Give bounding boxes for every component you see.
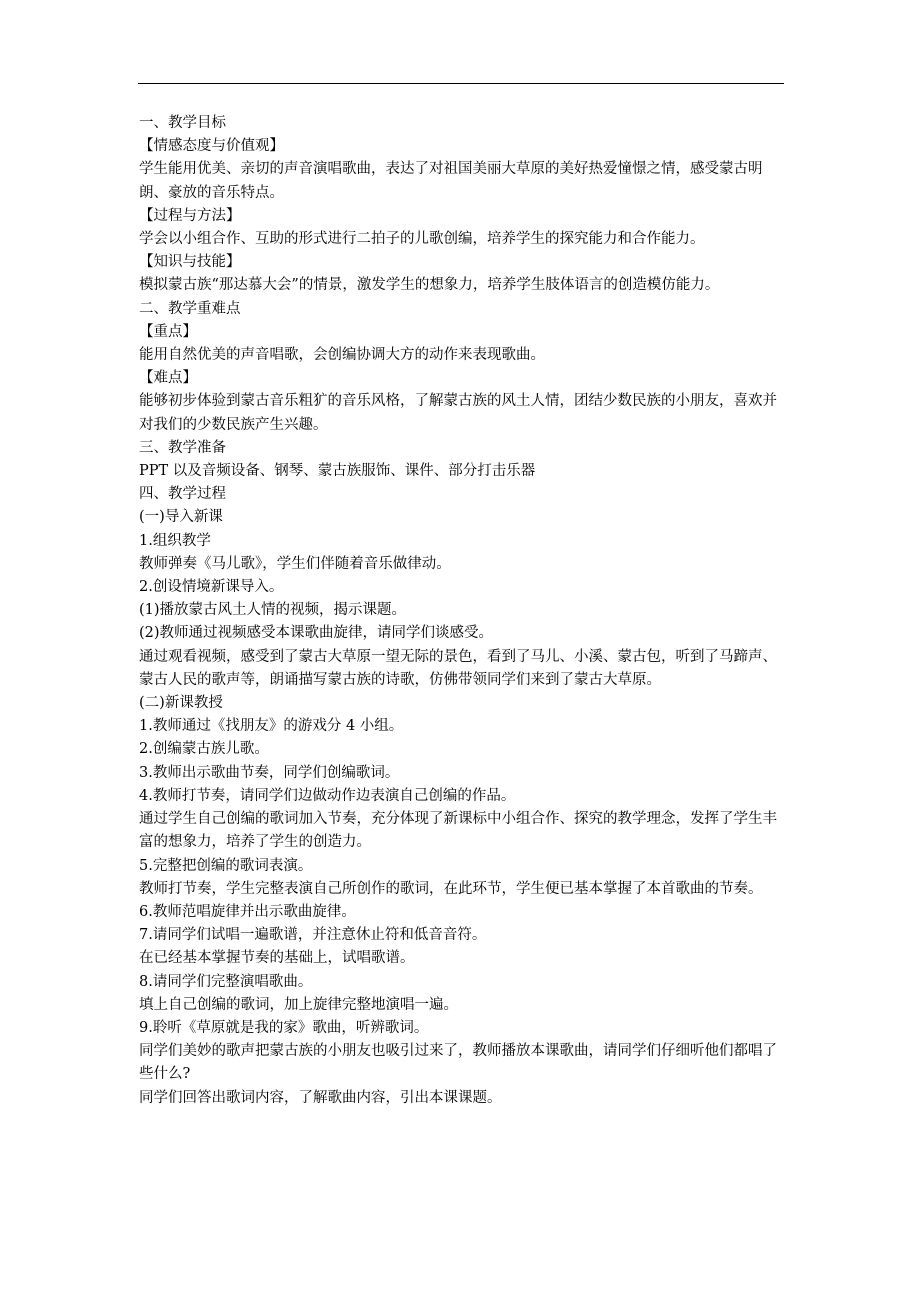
paragraph: 通过学生自己创编的歌词加入节奏，充分体现了新课标中小组合作、探究的教学理念，发挥了学生丰富的想象力，培养了学生的创造力。	[139, 811, 777, 851]
subheading-process: 【过程与方法】	[139, 207, 241, 224]
subheading-attitude: 【情感态度与价值观】	[139, 138, 284, 155]
section-heading-procedure: 四、教学过程	[139, 486, 226, 503]
step-item: 2.创编蒙古族儿歌。	[139, 741, 269, 758]
step-item: 9.聆听《草原就是我的家》歌曲，听辨歌词。	[139, 1019, 429, 1036]
section-heading-key-points: 二、教学重难点	[139, 300, 241, 317]
subheading-focus: 【重点】	[139, 323, 197, 340]
paragraph: 能用自然优美的声音唱歌，会创编协调大方的动作来表现歌曲。	[139, 347, 545, 364]
paragraph: 能够初步体验到蒙古音乐粗犷的音乐风格，了解蒙古族的风土人情，团结少数民族的小朋友，喜欢并对我们的少数民族产生兴趣。	[139, 393, 777, 433]
paragraph: 教师弹奏《马儿歌》，学生们伴随着音乐做律动。	[139, 555, 451, 572]
step-subitem: (1)播放蒙古风土人情的视频，揭示课题。	[139, 602, 407, 619]
step-subitem: (2)教师通过视频感受本课歌曲旋律，请同学们谈感受。	[139, 625, 494, 642]
paragraph: 填上自己创编的歌词，加上旋律完整地演唱一遍。	[139, 996, 458, 1013]
step-item: 2.创设情境新课导入。	[139, 579, 284, 596]
step-item: 1.组织教学	[139, 532, 211, 549]
paragraph: 学会以小组合作、互助的形式进行二拍子的儿歌创编，培养学生的探究能力和合作能力。	[139, 231, 705, 248]
subheading-difficulty: 【难点】	[139, 370, 197, 387]
subsection-heading: (二)新课教授	[139, 695, 223, 712]
step-item: 6.教师范唱旋律并出示歌曲旋律。	[139, 903, 356, 920]
step-item: 8.请同学们完整演唱歌曲。	[139, 973, 313, 990]
step-item: 5.完整把创编的歌词表演。	[139, 857, 313, 874]
step-item: 4.教师打节奏，请同学们边做动作边表演自己创编的作品。	[139, 787, 516, 804]
paragraph: 模拟蒙古族“那达慕大会”的情景，激发学生的想象力，培养学生肢体语言的创造模仿能力。	[139, 277, 720, 294]
paragraph: 通过观看视频，感受到了蒙古大草原一望无际的景色，看到了马儿、小溪、蒙古包，听到了马蹄声、蒙古人民的歌声等，朗诵描写蒙古族的诗歌，仿佛带领同学们来到了蒙古大草原。	[139, 648, 777, 688]
paragraph: 学生能用优美、亲切的声音演唱歌曲，表达了对祖国美丽大草原的美好热爱憧憬之情，感受蒙古明朗、豪放的音乐特点。	[139, 161, 763, 201]
section-heading-preparation: 三、教学准备	[139, 439, 226, 456]
paragraph: 教师打节奏，学生完整表演自己所创作的歌词，在此环节，学生便已基本掌握了本首歌曲的节奏。	[139, 880, 763, 897]
paragraph: 同学们美妙的歌声把蒙古族的小朋友也吸引过来了，教师播放本课歌曲，请同学们仔细听他们都唱了些什么?	[139, 1043, 777, 1083]
step-item: 7.请同学们试唱一遍歌谱，并注意休止符和低音音符。	[139, 927, 487, 944]
paragraph: PPT 以及音频设备、钢琴、蒙古族服饰、课件、部分打击乐器	[139, 463, 536, 480]
step-item: 3.教师出示歌曲节奏，同学们创编歌词。	[139, 764, 400, 781]
document-body	[139, 112, 789, 1110]
paragraph: 同学们回答出歌词内容，了解歌曲内容，引出本课课题。	[139, 1089, 502, 1106]
step-item: 1.教师通过《找朋友》的游戏分 4 小组。	[139, 718, 404, 735]
section-heading-goals: 一、教学目标	[139, 115, 226, 131]
paragraph: 在已经基本掌握节奏的基础上，试唱歌谱。	[139, 950, 415, 967]
header-rule	[138, 83, 784, 84]
subheading-knowledge: 【知识与技能】	[139, 254, 241, 271]
subsection-heading: (一)导入新课	[139, 509, 223, 526]
